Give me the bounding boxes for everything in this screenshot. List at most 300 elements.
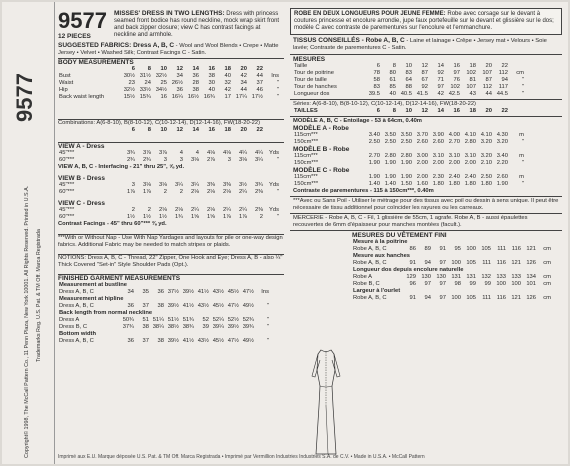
- fr-description: [290, 8, 562, 35]
- fr-model-b-row: [293, 160, 525, 167]
- en-view-a-table: [58, 150, 280, 164]
- en-combinations-text: Combinations: A(6-8-10), B(8-10-12), C(10-12-14), D(12-14-16), FW(18-20-22): [58, 120, 261, 126]
- fr-finished-row: [352, 274, 552, 281]
- en-view-c-cell: 2¼: [222, 207, 231, 213]
- en-view-a-cell: 3: [179, 157, 183, 163]
- fr-model-b-row: [293, 153, 525, 160]
- en-finished-label: FINISHED GARMENT MEASUREMENTS: [58, 275, 181, 282]
- fr-model-b-cell: 1.90: [384, 160, 396, 166]
- en-view-c-cell: 2⅛: [158, 207, 167, 213]
- fr-model-a-cell: 3.40: [368, 132, 380, 138]
- fr-model-c-cell: 2.00: [416, 174, 428, 180]
- fr-sizes-cell: 22: [501, 108, 508, 114]
- en-view-a-cell: 2¾: [142, 157, 151, 163]
- en-finished-cell: 51: [142, 317, 149, 323]
- fr-finished-cell: cm: [543, 260, 551, 266]
- fr-model-a-cell: 4.30: [496, 132, 508, 138]
- en-finished-heading-row: [58, 296, 270, 303]
- en-finished-cell: Ins: [261, 289, 269, 295]
- fr-model-b-cell: 2.80: [384, 153, 396, 159]
- en-finished-cell: 39¼: [212, 324, 224, 330]
- en-view-a-cell: 4⅛: [206, 150, 215, 156]
- en-view-a-cell: Yds: [269, 150, 279, 156]
- fr-finished-heading: Longueur dos depuis encolure naturelle: [353, 267, 464, 273]
- en-finished-cell: 47½: [242, 289, 254, 295]
- fr-model-c-row: [293, 181, 525, 188]
- fr-finished-cell: 133: [496, 274, 506, 280]
- en-body-cell: 30: [208, 80, 215, 86]
- fr-finished-cell: 126: [526, 260, 536, 266]
- fr-description-text: Robe avec corsage sur le devant à coutures princesse et encolure arrondie, jupe faux portefeuille sur le devant et glissière sur le dos; modèle C avec contraste de parementures sur l'encolure et l'emmanchure.: [294, 11, 554, 31]
- en-view-c-row: [58, 207, 280, 214]
- fr-body-row-label: Taille: [294, 63, 308, 69]
- en-view-b-cell: Yds: [269, 182, 279, 188]
- fr-model-a-title: MODÈLE A - Robe: [293, 125, 349, 132]
- fr-finished-cell: 116: [496, 295, 506, 301]
- en-view-b-cell: ": [276, 189, 279, 195]
- en-body-cell: 38: [192, 87, 199, 93]
- fr-finished-cell: 116: [511, 246, 521, 252]
- fr-model-a-cell: 2.60: [416, 139, 428, 145]
- fr-model-c-cell: 1.90: [400, 174, 412, 180]
- en-view-c-row-label: 60"***: [59, 214, 75, 220]
- en-sizes-cell: 22: [256, 127, 263, 133]
- fr-sizes-cell: 14: [437, 108, 444, 114]
- en-finished-cell: 39: [202, 324, 209, 330]
- en-body-row: [58, 87, 280, 94]
- fr-model-a-cell: 2.70: [448, 139, 460, 145]
- fr-body-cell: 14: [437, 63, 444, 69]
- fr-body-cell: 92: [437, 70, 444, 76]
- en-body-cell: 26½: [171, 80, 183, 86]
- en-view-c-title: VIEW C - Dress: [58, 200, 105, 207]
- fr-model-c-cell: 1.40: [384, 181, 396, 187]
- fr-finished-cell: 91: [409, 295, 416, 301]
- fr-sizes-cell: 12: [421, 108, 428, 114]
- en-view-c-cell: 1⅝: [206, 214, 215, 220]
- en-finished-cell: 38: [157, 303, 164, 309]
- fr-model-a-cell: 4.10: [480, 132, 492, 138]
- fr-model-a-cell: 3.50: [400, 132, 412, 138]
- fr-finished-row-label: Robe B, C: [353, 281, 380, 287]
- fr-finished-label: MESURES DU VÊTEMENT FINI: [352, 232, 447, 239]
- left-margin-strip: [2, 2, 55, 464]
- fr-column: [290, 8, 562, 303]
- en-sizes-cell: 12: [176, 127, 183, 133]
- fr-sizes-cell: 20: [485, 108, 492, 114]
- fr-body-row-label: Tour de hanches: [294, 84, 337, 90]
- en-view-b-row-label: 45"***: [59, 182, 75, 188]
- en-finished-cell: 41½: [197, 289, 209, 295]
- en-view-c-cell: 2⅛: [206, 207, 215, 213]
- fr-finished-row-label: Robe A, B, C: [353, 246, 387, 252]
- en-finished-cell: 38¾: [182, 324, 194, 330]
- en-description-text: Dress with princess seamed front bodice has round neckline, mock wrap skirt front and back zipper closure; view C has contrast facings at neckline and armhole.: [114, 11, 280, 38]
- fr-model-c-cell: 1.60: [416, 181, 428, 187]
- en-contrast: Contrast Facings - 45" thru 60"*** ⅜ yd.: [58, 221, 167, 227]
- fr-body-cell: 64: [405, 77, 412, 83]
- en-sizes-cell: 6: [131, 127, 135, 133]
- en-body-cell: 16½: [187, 94, 199, 100]
- fr-body-cell: 40.5: [400, 91, 412, 97]
- fr-model-b-cell: 2.00: [432, 160, 444, 166]
- fr-model-a-cell: 4.10: [464, 132, 476, 138]
- fr-finished-cell: 133: [511, 274, 521, 280]
- fr-sizes-cell: 16: [453, 108, 460, 114]
- en-finished-row: [58, 324, 270, 331]
- fr-sizes-cell: 8: [392, 108, 396, 114]
- en-body-cell: 37: [256, 80, 263, 86]
- fr-body-cell: ": [521, 91, 524, 97]
- en-body-cell: 33½: [139, 87, 151, 93]
- fr-body-cell: 83: [373, 84, 380, 90]
- en-finished-cell: 37¾: [122, 324, 134, 330]
- fr-body-cell: 42.5: [448, 91, 460, 97]
- en-finished-cell: ": [266, 324, 269, 330]
- fr-finished-cell: 100: [451, 260, 461, 266]
- en-view-c-cell: Yds: [269, 207, 279, 213]
- fr-body-cell: 16: [453, 63, 460, 69]
- fr-finished-cell: 111: [482, 260, 491, 266]
- en-view-b-cell: 2¼: [238, 189, 247, 195]
- dress-back-view-drawing: [306, 346, 346, 458]
- en-notions-text: NOTIONS: Dress A, B, C - Thread, 22" Zipper, One Hook and Eye; Dress A, B - also ¼" Thick Covered "Set-in" Style Shoulder Pads (Opt.).: [58, 255, 283, 268]
- en-finished-cell: 39¾: [242, 324, 254, 330]
- pattern-pieces: 12 PIECES: [58, 33, 91, 40]
- en-view-c-cell: ": [276, 214, 279, 220]
- en-finished-cell: 36: [127, 338, 134, 344]
- fr-model-b-cell: m: [519, 153, 524, 159]
- fr-body-cell: 112: [498, 70, 508, 76]
- fr-model-c-cell: 2.60: [496, 174, 508, 180]
- en-finished-cell: 49½: [242, 303, 254, 309]
- fr-body-row-label: Tour de taille: [294, 77, 327, 83]
- fr-yardage: [290, 117, 562, 197]
- fr-body-cell: 87: [485, 77, 492, 83]
- en-sizes-cell: 18: [224, 127, 231, 133]
- en-finished-cell: 49½: [242, 338, 254, 344]
- en-view-b-row-label: 60"***: [59, 189, 75, 195]
- fr-model-b-cell: 3.00: [416, 153, 428, 159]
- fr-model-c-cell: 1.90: [384, 174, 396, 180]
- en-view-a-cell: 3⅞: [142, 150, 151, 156]
- fr-finished-cell: 89: [424, 246, 431, 252]
- en-body-cell: 36: [176, 87, 183, 93]
- en-view-b-cell: 3⅜: [222, 182, 231, 188]
- fr-model-b-cell: 3.10: [432, 153, 444, 159]
- fr-model-c-cell: 1.90: [496, 181, 508, 187]
- en-fabrics: SUGGESTED FABRICS: Dress A, B, C - Wool and Wool Blends • Crepe • Matte Jersey • Velvet • Washed Silk; Contrast Facings C - Satin.: [58, 42, 279, 56]
- en-view-b-cell: 1⅞: [126, 189, 135, 195]
- fr-body-cell: 6: [376, 63, 380, 69]
- fr-model-b-cell: 2.20: [496, 160, 508, 166]
- fr-finished-row: [352, 246, 552, 253]
- en-view-c-cell: 1⅞: [222, 214, 231, 220]
- en-view-a-cell: 3⅞: [158, 150, 167, 156]
- fr-body-row: [293, 84, 525, 91]
- fr-finished-row: [352, 260, 552, 267]
- en-sizes-cell: 16: [208, 127, 215, 133]
- fr-body-cell: 78: [373, 70, 380, 76]
- en-view-b-cell: 2: [163, 189, 167, 195]
- en-body-cell: 32: [224, 80, 231, 86]
- fr-finished-heading-row: [352, 253, 552, 260]
- fr-fabrics: TISSUS CONSEILLÉS - Robe A, B, C - Laine et lainage • Crêpe • Jersey mat • Velours • Soie lavée; Contraste de parementures C - Satin.: [290, 35, 562, 55]
- en-size-header-cell: 10: [160, 66, 167, 72]
- fr-body-cell: 76: [453, 77, 460, 83]
- fr-mercerie: MERCERIE - Robe A, B, C - Fil, 1 glissière de 55cm, 1 agrafe. Robe A, B - aussi épaulettes recouvertes de 6mm d'épaisseur pour manches montées (facult.).: [290, 214, 562, 231]
- fr-finished-cell: 131: [466, 274, 476, 280]
- en-finished-cell: 43½: [197, 338, 209, 344]
- fr-body-cell: 85: [389, 84, 396, 90]
- en-finished-cell: 38: [157, 338, 164, 344]
- en-finished-cell: 37: [142, 303, 149, 309]
- fr-model-c-cell: 1.40: [368, 181, 380, 187]
- fr-finished-heading: Mesure à la poitrine: [353, 239, 408, 245]
- fr-body-cell: 83: [405, 70, 412, 76]
- fr-body-cell: 102: [466, 70, 476, 76]
- en-view-a-cell: 3: [227, 157, 231, 163]
- en-view-b-row: [58, 182, 280, 189]
- en-finished-row: [58, 317, 270, 324]
- fr-model-a-cell: 2.50: [400, 139, 412, 145]
- en-view-c-cell: 1⅝: [190, 214, 199, 220]
- fr-model-a-cell: 4.00: [448, 132, 460, 138]
- pattern-envelope-back: [2, 2, 568, 464]
- en-body-row-label: Bust: [59, 73, 71, 79]
- side-pattern-number: 9577: [12, 73, 37, 122]
- fr-model-b-cell: 3.40: [496, 153, 508, 159]
- fr-finished: [290, 231, 562, 303]
- fr-body-cell: 92: [421, 84, 428, 90]
- en-title: MISSES' DRESS IN TWO LENGTHS:: [114, 10, 225, 17]
- fr-finished-cell: 111: [497, 246, 506, 252]
- fr-model-c-cell: 2.40: [448, 174, 460, 180]
- en-combinations: [58, 119, 284, 134]
- fr-finished-cell: 97: [424, 281, 431, 287]
- en-interfacing: VIEW A, B, C - Interfacing - 21" thru 25", ⅝ yd.: [58, 164, 185, 170]
- en-finished-cell: 43½: [197, 303, 209, 309]
- en-body-cell: ": [276, 87, 279, 93]
- fr-title: ROBE EN DEUX LONGUEURS POUR JEUNE FEMME:: [294, 11, 446, 17]
- en-view-a-row: [58, 150, 280, 157]
- en-finished-heading: Measurement at hipline: [59, 296, 124, 302]
- en-view-c-table: [58, 207, 280, 221]
- en-size-header-cell: 8: [147, 66, 151, 72]
- fr-finished-cell: 97: [439, 281, 446, 287]
- fr-body-cell: 12: [421, 63, 428, 69]
- en-body-cell: ": [276, 80, 279, 86]
- en-finished-row: [58, 303, 270, 310]
- en-size-header-row: [58, 66, 280, 73]
- fr-model-b-cell: 1.90: [368, 160, 380, 166]
- en-view-c-cell: 1⅞: [238, 214, 247, 220]
- fr-body-row: [293, 77, 525, 84]
- en-body-row-label: Hip: [59, 87, 68, 93]
- en-finished-heading-row: [58, 282, 270, 289]
- en-fabrics-text: Wool and Wool Blends • Crepe • Matte Jersey • Velvet • Washed Silk; Contrast Facings C - Satin.: [58, 43, 279, 56]
- fr-finished-cell: 96: [409, 281, 416, 287]
- en-view-b-cell: 3⅛: [142, 182, 151, 188]
- en-yardage: [58, 142, 284, 228]
- fr-body-row-label: Tour de poitrine: [294, 70, 334, 76]
- en-size-header-cell: 20: [240, 66, 247, 72]
- en-body-cell: 17½: [251, 94, 263, 100]
- fr-sizes-cell: 10: [405, 108, 412, 114]
- en-view-b-cell: 3½: [238, 182, 247, 188]
- en-finished-heading-row: [58, 331, 270, 338]
- en-view-c-cell: 2: [131, 207, 135, 213]
- en-body-cell: 31½: [139, 73, 151, 79]
- en-view-b-cell: 2⅛: [222, 189, 231, 195]
- en-sizes-cell: 8: [147, 127, 151, 133]
- fr-model-a-cell: 3.50: [384, 132, 396, 138]
- fr-model-b-cell: 2.00: [448, 160, 460, 166]
- fr-body-cell: 43: [469, 91, 476, 97]
- en-view-a-cell: 3¾: [126, 150, 135, 156]
- fr-model-b-cell: 3.10: [464, 153, 476, 159]
- fr-mesures-label: MESURES: [293, 56, 326, 63]
- en-view-c-cell: 2¼: [190, 207, 199, 213]
- en-sizes-cell: 20: [240, 127, 247, 133]
- en-body-measurements: [58, 58, 284, 101]
- fr-body-cell: 8: [392, 63, 396, 69]
- en-view-b-cell: 3⅜: [206, 182, 215, 188]
- fr-finished-cell: 86: [409, 246, 416, 252]
- fr-finished-cell: 101: [526, 281, 536, 287]
- en-size-header-cell: 6: [131, 66, 135, 72]
- en-fabrics-label: SUGGESTED FABRICS: Dress A, B, C: [58, 42, 175, 49]
- en-size-header-cell: 22: [256, 66, 263, 72]
- fr-model-b-cell: ": [521, 160, 524, 166]
- fr-body-row: [293, 63, 525, 70]
- en-finished-cell: ": [266, 317, 269, 323]
- en-finished-cell: 39½: [182, 289, 194, 295]
- en-size-header-cell: 14: [192, 66, 199, 72]
- fr-body-cell: 58: [373, 77, 380, 83]
- fr-finished-cell: 130: [421, 274, 431, 280]
- fr-mesures: [290, 55, 562, 100]
- en-body-cell: 16¾: [203, 94, 215, 100]
- en-view-a-cell: 4: [179, 150, 183, 156]
- fr-model-c-cell: 1.80: [448, 181, 460, 187]
- en-body-cell: 34: [240, 80, 247, 86]
- fr-model-c-cell: 1.50: [400, 181, 412, 187]
- fr-model-b-cell: 2.80: [400, 153, 412, 159]
- en-sizes-label: [58, 127, 120, 134]
- fr-body-cell: 117: [498, 84, 508, 90]
- fr-model-c-title: MODÈLE C - Robe: [293, 167, 350, 174]
- fr-model-a-table: [293, 132, 525, 146]
- fr-finished-cell: cm: [543, 295, 551, 301]
- fr-model-c-cell: 2.30: [432, 174, 444, 180]
- en-body-cell: 16: [160, 94, 167, 100]
- en-body-row: [58, 80, 280, 87]
- fr-body-cell: 80: [389, 70, 396, 76]
- en-finished-cell: 39½: [227, 324, 239, 330]
- en-view-a-cell: 2¾: [126, 157, 135, 163]
- en-view-a-cell: 2⅞: [206, 157, 215, 163]
- en-view-a-cell: 4: [195, 150, 199, 156]
- fr-finished-heading: Mesure aux hanches: [353, 253, 411, 259]
- en-finished-cell: 51½: [167, 317, 179, 323]
- fr-body-cell: cm: [516, 70, 524, 76]
- en-finished-cell: 47½: [227, 303, 239, 309]
- fr-model-a-cell: 3.90: [432, 132, 444, 138]
- en-finished-cell: 36: [157, 289, 164, 295]
- en-finished-cell: 43½: [212, 289, 224, 295]
- side-copyright: Copyright© 1998, The McCall Pattern Co., 11 Penn Plaza, New York 10001. All Rights Reserved. Printed in U.S.A.: [24, 185, 30, 458]
- en-body-cell: 42: [224, 87, 231, 93]
- en-finished-heading: Bottom width: [59, 331, 97, 337]
- pattern-number: 9577: [58, 8, 107, 33]
- fr-model-a-cell: 2.50: [384, 139, 396, 145]
- en-view-c-cell: 1¾: [174, 214, 183, 220]
- en-body-row: [58, 94, 280, 101]
- fr-fabrics-label: TISSUS CONSEILLÉS - Robe A, B, C: [293, 37, 405, 44]
- en-view-a-cell: 3¼: [254, 157, 263, 163]
- en-view-a-row-label: 60"***: [59, 157, 75, 163]
- fr-body-row-label: Longueur dos: [294, 91, 330, 97]
- fr-finished-heading: Largeur à l'ourlet: [353, 288, 401, 294]
- fr-sizes-label: TAILLES: [294, 108, 318, 114]
- fr-model-c-cell: 1.80: [432, 181, 444, 187]
- en-view-c-cell: 1½: [158, 214, 167, 220]
- en-body-cell: 32½: [123, 87, 135, 93]
- en-nap: [58, 234, 284, 249]
- en-finished-row-label: Dress A, B, C: [59, 303, 94, 309]
- en-view-c-cell: 2: [147, 207, 151, 213]
- fr-finished-cell: 100: [511, 281, 521, 287]
- fr-model-c-table: [293, 174, 525, 188]
- en-view-a-row: [58, 157, 280, 164]
- en-body-cell: 36: [192, 73, 199, 79]
- en-view-a-cell: 3⅛: [190, 157, 199, 163]
- fr-finished-cell: 105: [466, 295, 476, 301]
- en-view-a-title: VIEW A - Dress: [58, 143, 105, 150]
- fr-sizes-cell: 18: [469, 108, 476, 114]
- fr-finished-row-label: Robe A, B, C: [353, 295, 387, 301]
- en-view-a-cell: ": [276, 157, 279, 163]
- fr-model-b-cell: 1.90: [400, 160, 412, 166]
- en-body-cell: 44: [240, 87, 247, 93]
- fr-finished-cell: 129: [406, 274, 416, 280]
- en-view-c-cell: 1½: [126, 214, 135, 220]
- en-view-b-cell: 2⅜: [254, 189, 263, 195]
- fr-body-row: [293, 70, 525, 77]
- fr-finished-cell: 97: [439, 295, 446, 301]
- en-finished-cell: 50¾: [122, 317, 134, 323]
- en-body-cell: 25: [160, 80, 167, 86]
- fr-body-cell: 87: [421, 70, 428, 76]
- en-body-row: [58, 73, 280, 80]
- fr-contraste: Contraste de parementures - 115 à 150cm***, 0.40m: [293, 188, 434, 194]
- fr-model-c-cell: 2.40: [464, 174, 476, 180]
- en-body-cell: 15½: [123, 94, 135, 100]
- en-finished-cell: 37½: [167, 289, 179, 295]
- en-body-cell: 34: [176, 73, 183, 79]
- fr-model-c-row-label: 115cm***: [294, 174, 318, 180]
- fr-model-a-cell: ": [521, 139, 524, 145]
- en-finished-heading: Measurement at bustline: [59, 282, 127, 288]
- fr-sizes-cell: 6: [376, 108, 380, 114]
- fr-finished-cell: 126: [526, 295, 536, 301]
- en-finished-cell: 38½: [167, 324, 179, 330]
- en-finished-cell: ": [266, 338, 269, 344]
- fr-entoilage: MODÈLE A, B, C - Entoilage - 53 à 64cm, 0.40m: [293, 118, 422, 124]
- en-body-cell: 16¼: [171, 94, 183, 100]
- fr-body-cell: 61: [389, 77, 396, 83]
